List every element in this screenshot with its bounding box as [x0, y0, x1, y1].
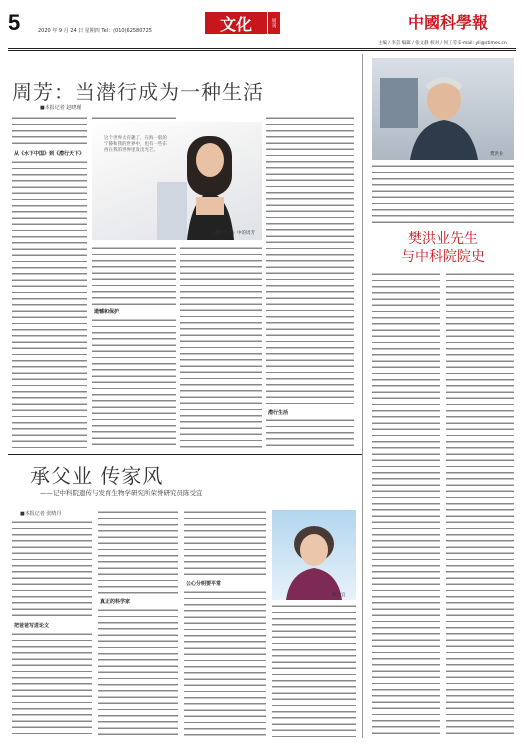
text-column	[272, 604, 356, 738]
text-column	[446, 272, 514, 738]
text-column	[184, 510, 266, 578]
text-column	[184, 590, 266, 738]
section-sub: 周刊	[268, 12, 280, 34]
text-column	[12, 632, 92, 738]
editor-line: 主编 / 李芸 编辑 / 张文静 校对 / 何工劳 E-mail: yli@stimes.cn	[378, 41, 507, 46]
text-column	[266, 418, 354, 450]
text-column	[266, 116, 354, 406]
text-column	[98, 510, 178, 596]
subheading: 把爸爸写进论文	[14, 623, 50, 629]
article-byline: ■本报记者 赵晓瑾	[40, 105, 82, 111]
man-portrait-image	[372, 58, 514, 160]
subheading: 从《水下中国》到《潜行天下》	[14, 151, 85, 157]
text-column	[372, 272, 440, 738]
portrait-photo	[272, 510, 356, 600]
portrait-photo	[372, 58, 514, 160]
article-title: 周芳：当潜行成为一种生活	[12, 80, 264, 104]
subheading: 潜行生活	[268, 410, 289, 416]
text-column	[12, 116, 87, 148]
date-line: 2020 年 9 月 24 日 星期四 Tel：(010)62580725	[38, 28, 152, 34]
text-column	[12, 160, 87, 450]
page-number: 5	[8, 10, 21, 35]
article-subtitle: ——记中科院遗传与发育生物学研究所荣誉研究员陈受宜	[40, 489, 203, 497]
text-column	[180, 246, 262, 450]
article-title: 樊洪业先生 与中科院院史	[401, 231, 485, 265]
article-byline: ■本报记者 张晴丹	[20, 511, 62, 517]
woman-portrait-image	[272, 510, 356, 600]
newspaper-logo: 中國科學報	[408, 13, 489, 32]
text-column	[372, 164, 514, 224]
text-column	[12, 520, 92, 620]
text-column	[98, 608, 178, 738]
subheading: 遗憾和保护	[94, 309, 120, 315]
article-photo	[92, 122, 262, 240]
subheading: 真正的科学家	[100, 599, 131, 605]
photo-caption: 陈受宜	[332, 593, 346, 598]
column-divider	[362, 54, 363, 738]
photo-credit: 《潜行天下》中的周芳	[210, 231, 255, 236]
header-rule-thin	[8, 50, 516, 51]
text-column	[92, 246, 176, 306]
header-rule	[8, 48, 516, 49]
section-title: 文化	[205, 12, 267, 34]
text-column	[92, 318, 176, 450]
photo-caption: 樊洪业	[490, 152, 504, 157]
photo-caption: 这个世界太有趣了，在海一般的宁静和我的世界中，也有一些东西在我的世界里发出光芒。	[104, 136, 167, 153]
article-title: 承父业 传家风	[30, 464, 164, 488]
section-divider	[8, 454, 362, 455]
subheading: 公心分明要平常	[186, 581, 222, 587]
